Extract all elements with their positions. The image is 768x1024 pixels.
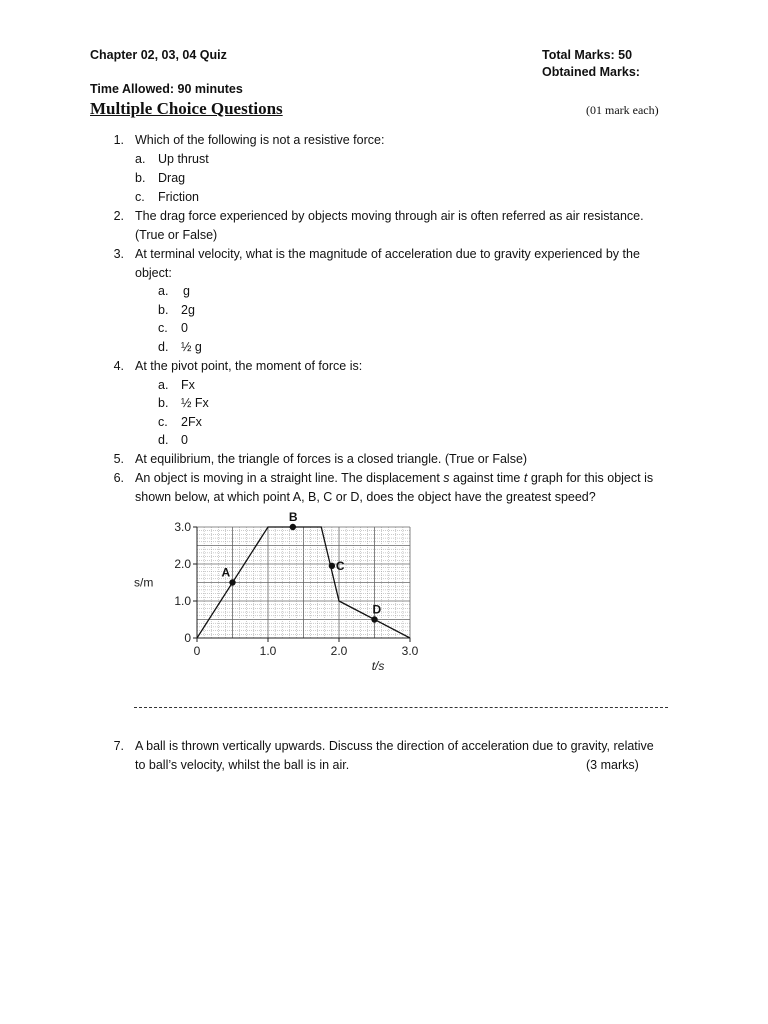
question-text: (True or False) <box>135 228 218 242</box>
option-text: ½ g <box>181 340 202 354</box>
x-tick-label: 3.0 <box>401 644 419 658</box>
option-label: c. <box>158 321 168 335</box>
option-label: c. <box>158 415 168 429</box>
section-title: Multiple Choice Questions <box>90 99 283 118</box>
x-tick-label: 1.0 <box>259 644 277 658</box>
option-text: ½ Fx <box>181 396 209 410</box>
total-marks: Total Marks: 50 <box>542 48 633 62</box>
question-number: 1. <box>113 133 124 147</box>
option-text: Up thrust <box>158 152 209 166</box>
question-number: 7. <box>113 739 124 753</box>
option-label: d. <box>158 433 169 447</box>
question-text: A ball is thrown vertically upwards. Discuss the direction of acceleration due to gravity, relative <box>135 739 654 753</box>
option-text: Drag <box>158 171 186 185</box>
question-text: At the pivot point, the moment of force is: <box>135 359 363 373</box>
option-label: c. <box>135 190 145 204</box>
x-tick-label: 2.0 <box>330 644 348 658</box>
option-label: b. <box>135 171 146 185</box>
question-text: At equilibrium, the triangle of forces is a closed triangle. (True or False) <box>135 452 528 466</box>
option-text: Friction <box>158 190 199 204</box>
question-number: 6. <box>113 471 124 485</box>
y-tick-label: 3.0 <box>174 520 191 534</box>
y-tick-label: 0 <box>184 631 191 645</box>
option-text: 2g <box>181 303 195 317</box>
y-tick-label: 2.0 <box>174 557 191 571</box>
quiz-title: Chapter 02, 03, 04 Quiz <box>90 48 227 62</box>
question-number: 4. <box>113 359 124 373</box>
question-text: The drag force experienced by objects moving through air is often referred as air resistance. <box>135 209 644 223</box>
question-text: object: <box>135 266 172 280</box>
option-label: b. <box>158 396 169 410</box>
option-label: b. <box>158 303 169 317</box>
point-label-b: B <box>288 510 298 524</box>
point-b <box>290 524 296 530</box>
point-c <box>329 563 335 569</box>
time-allowed: Time Allowed: 90 minutes <box>90 82 243 96</box>
question-number: 2. <box>113 209 124 223</box>
question-text: shown below, at which point A, B, C or D, does the object have the greatest speed? <box>135 490 596 504</box>
option-label: a. <box>158 378 169 392</box>
obtained-marks: Obtained Marks: <box>542 65 640 79</box>
option-label: a. <box>158 284 169 298</box>
question-number: 5. <box>113 452 124 466</box>
point-d <box>371 616 377 622</box>
divider-line <box>134 707 668 708</box>
option-text: 0 <box>181 433 188 447</box>
y-axis-label: s/m <box>134 575 154 590</box>
question-text: At terminal velocity, what is the magnitude of acceleration due to gravity experienced by the <box>135 247 640 261</box>
option-label: a. <box>135 152 146 166</box>
x-axis-label: t/s <box>371 659 385 673</box>
option-text: 0 <box>181 321 188 335</box>
option-text: 2Fx <box>181 415 202 429</box>
y-tick-label: 1.0 <box>174 594 191 608</box>
point-label-c: C <box>335 558 345 573</box>
displacement-time-graph <box>120 505 450 685</box>
point-label-d: D <box>372 602 382 617</box>
x-tick-label: 0 <box>193 644 201 658</box>
option-text: g <box>183 284 190 298</box>
question-number: 3. <box>113 247 124 261</box>
option-text: Fx <box>181 378 195 392</box>
option-label: d. <box>158 340 169 354</box>
marks-note: (01 mark each) <box>586 103 659 117</box>
point-a <box>229 579 235 585</box>
question-text: An object is moving in a straight line. The displacement s against time t graph for this object is <box>135 471 654 485</box>
point-label-a: A <box>221 565 231 580</box>
question-text: to ball’s velocity, whilst the ball is in air. <box>135 758 350 772</box>
question-marks: (3 marks) <box>586 758 639 772</box>
question-text: Which of the following is not a resistive force: <box>135 133 385 147</box>
